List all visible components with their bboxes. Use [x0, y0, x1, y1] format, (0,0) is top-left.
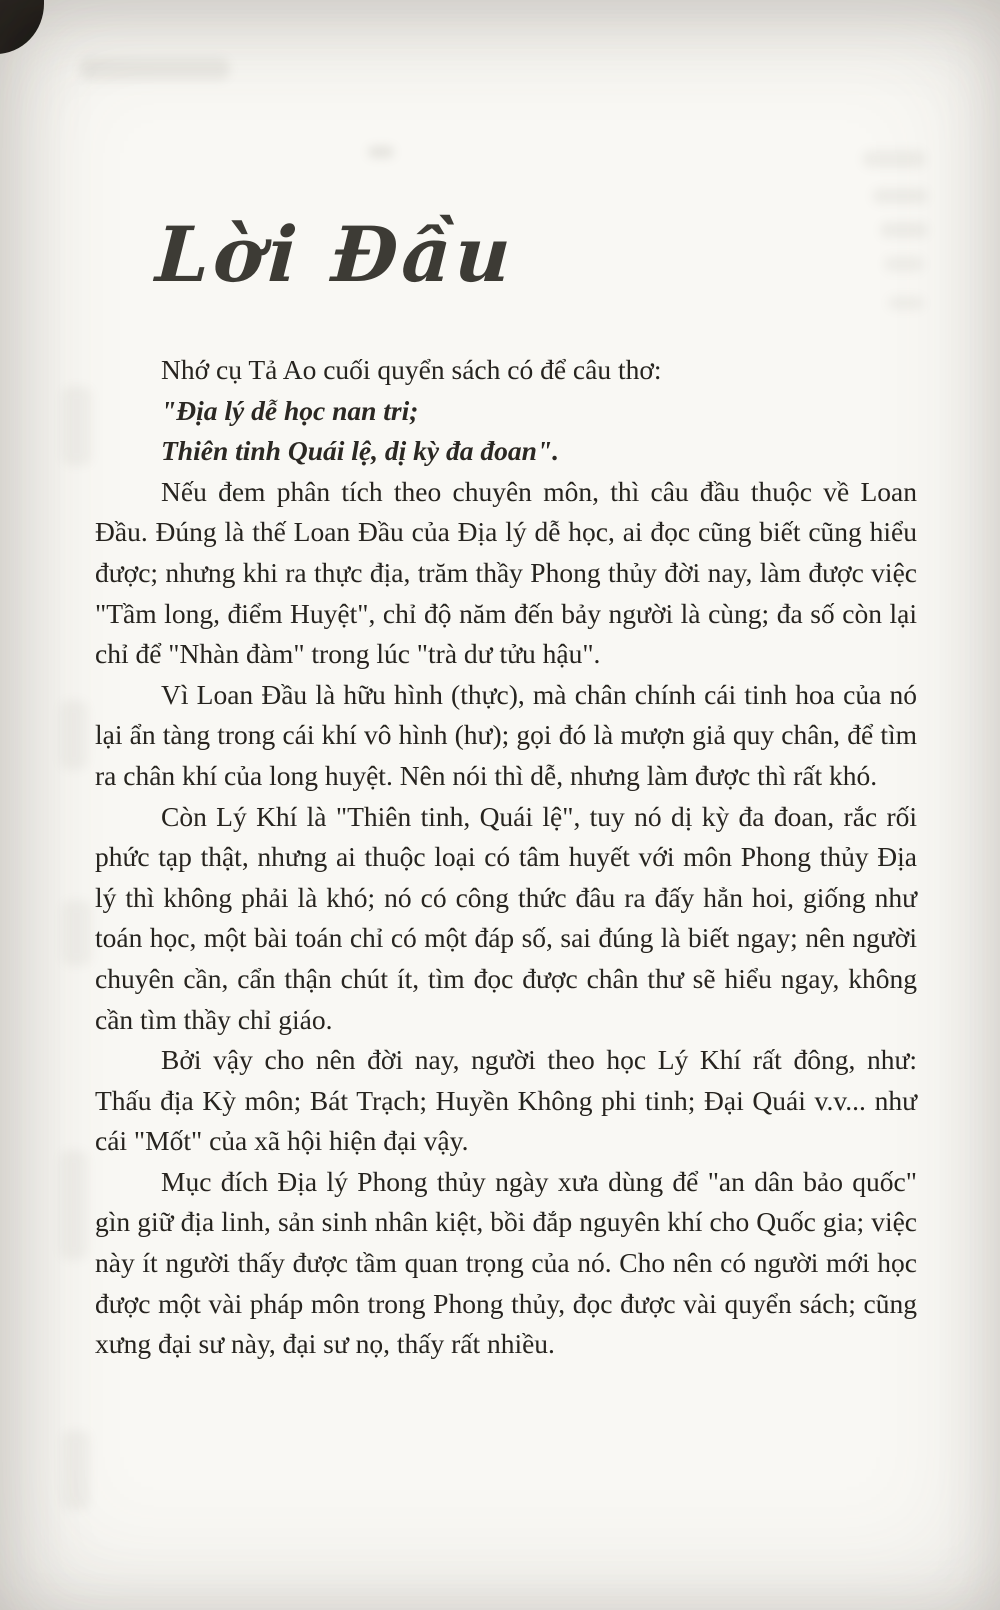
paragraph-boi-vay: Bởi vậy cho nên đời nay, người theo học Lý Khí rất đông, như: Thấu địa Kỳ môn; Bát Trạch; Huyền Không phi tinh; Đại Quái v.v... như cái "Mốt" của xã hội hiện đại vậy.	[95, 1044, 917, 1157]
bleed-through-mark	[888, 296, 924, 310]
bleed-through-mark	[368, 146, 394, 158]
bleed-through-mark	[62, 900, 92, 966]
page-corner-shadow	[0, 0, 44, 54]
verse-line-2: Thiên tinh Quái lệ, dị kỳ đa đoan".	[161, 435, 560, 467]
body-text	[95, 350, 917, 1365]
bleed-through-mark	[62, 1430, 90, 1510]
bleed-through-mark	[60, 700, 88, 770]
bleed-through-mark	[884, 256, 924, 272]
bleed-through-mark	[880, 222, 928, 238]
bleed-through-mark	[80, 58, 230, 80]
paragraph-loan-dau-analysis: Nếu đem phân tích theo chuyên môn, thì câu đầu thuộc về Loan Đầu. Đúng là thế Loan Đầu của Địa lý dễ học, ai đọc cũng biết cũng hiểu được; nhưng khi ra thực địa, trăm thầy Phong thủy đời nay, làm được việc "Tầm long, điểm Huyệt", chỉ độ năm đến bảy người là cùng; đa số còn lại chỉ để "Nhàn đàm" trong lúc "trà dư tửu hậu".	[95, 475, 917, 670]
paragraph-intro: Nhớ cụ Tả Ao cuối quyển sách có để câu thơ:	[161, 354, 662, 385]
bleed-through-mark	[60, 1150, 88, 1260]
paragraph-muc-dich: Mục đích Địa lý Phong thủy ngày xưa dùng để "an dân bảo quốc" gìn giữ địa linh, sản sinh nhân kiệt, bồi đắp nguyên khí cho Quốc gia; việc này ít người thấy được tầm quan trọng của nó. Cho nên có người mới học được một vài pháp môn trong Phong thủy, đọc được vài quyển sách; cũng xưng đại sư này, đại sư nọ, thấy rất nhiều.	[95, 1165, 917, 1360]
bleed-through-mark	[62, 386, 92, 466]
bleed-through-mark	[862, 150, 926, 168]
page-title: Lời Đầu	[153, 210, 517, 299]
paragraph-ly-khi: Còn Lý Khí là "Thiên tinh, Quái lệ", tuy nó dị kỳ đa đoan, rắc rối phức tạp thật, nhưng ai thuộc loại có tâm huyết với môn Phong thủy Địa lý thì không phải là khó; nó có công thức đâu ra đấy hẳn hoi, giống như toán học, một bài toán chỉ có một đáp số, sai đúng là biết ngay; nên người chuyên cần, cẩn thận chút ít, tìm đọc được chân thư sẽ hiểu ngay, không cần tìm thầy chỉ giáo.	[95, 800, 917, 1035]
bleed-through-mark	[872, 188, 928, 204]
paragraph-huu-hinh: Vì Loan Đầu là hữu hình (thực), mà chân chính cái tinh hoa của nó lại ẩn tàng trong cái khí vô hình (hư); gọi đó là mượn giả quy chân, để tìm ra chân khí của long huyệt. Nên nói thì dễ, nhưng làm được thì rất khó.	[95, 678, 917, 791]
verse-line-1: "Địa lý dễ học nan tri;	[161, 394, 419, 426]
